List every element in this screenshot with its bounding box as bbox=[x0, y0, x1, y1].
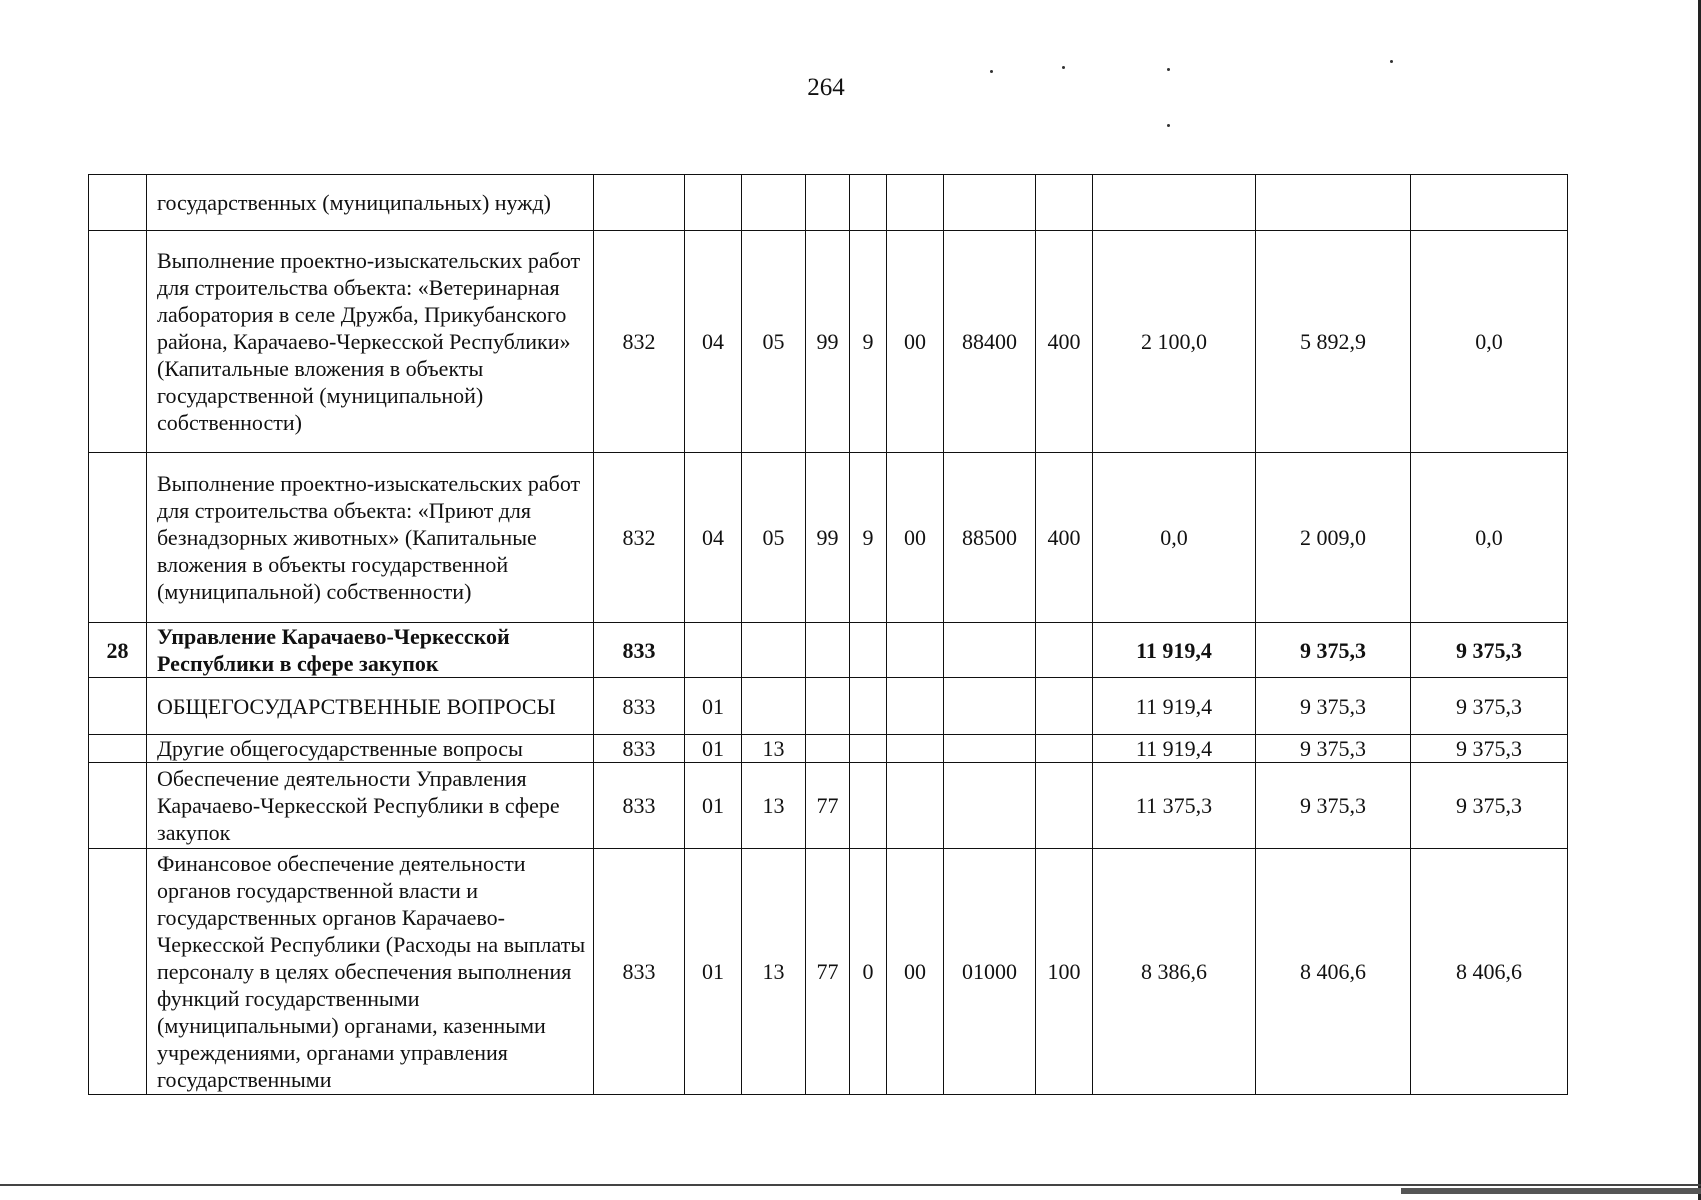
row-name: Выполнение проектно-изыскательских работ для строительства объекта: «Приют для безнадзорных животных» (Капитальные вложения в объекты государственной (муниципальной) собственности) bbox=[147, 453, 594, 623]
amount-year-2: 9 375,3 bbox=[1256, 623, 1411, 678]
subsection-code: 13 bbox=[742, 735, 806, 763]
amount-year-1: 0,0 bbox=[1093, 453, 1256, 623]
scan-edge bbox=[0, 1184, 1701, 1186]
ved-code: 833 bbox=[594, 678, 685, 735]
direction-code: 88500 bbox=[944, 453, 1036, 623]
expense-type-code: 400 bbox=[1036, 453, 1093, 623]
main-activity-code bbox=[887, 678, 944, 735]
row-name: Выполнение проектно-изыскательских работ для строительства объекта: «Ветеринарная лаборатория в селе Дружба, Прикубанского района, Карачаево-Черкесской Республики» (Капитальные вложения в объекты государственной (муниципальной) собственности) bbox=[147, 231, 594, 453]
direction-code bbox=[944, 175, 1036, 231]
main-activity-code: 00 bbox=[887, 453, 944, 623]
subprogram-code bbox=[850, 735, 887, 763]
program-code: 99 bbox=[806, 231, 850, 453]
amount-year-1: 8 386,6 bbox=[1093, 849, 1256, 1095]
subsection-code: 05 bbox=[742, 231, 806, 453]
row-name: государственных (муниципальных) нужд) bbox=[147, 175, 594, 231]
scan-speck bbox=[990, 70, 993, 73]
expense-type-code bbox=[1036, 763, 1093, 849]
direction-code bbox=[944, 735, 1036, 763]
section-code: 01 bbox=[685, 735, 742, 763]
section-code: 04 bbox=[685, 453, 742, 623]
amount-year-2: 2 009,0 bbox=[1256, 453, 1411, 623]
main-activity-code bbox=[887, 175, 944, 231]
subsection-code bbox=[742, 678, 806, 735]
amount-year-2 bbox=[1256, 175, 1411, 231]
subsection-code bbox=[742, 623, 806, 678]
subsection-code: 05 bbox=[742, 453, 806, 623]
table-row bbox=[89, 453, 1568, 623]
row-number bbox=[89, 453, 147, 623]
amount-year-3: 0,0 bbox=[1411, 231, 1568, 453]
ved-code: 832 bbox=[594, 231, 685, 453]
scan-speck bbox=[1167, 68, 1170, 71]
program-code: 99 bbox=[806, 453, 850, 623]
amount-year-3: 9 375,3 bbox=[1411, 678, 1568, 735]
expense-type-code bbox=[1036, 678, 1093, 735]
section-code bbox=[685, 175, 742, 231]
row-number bbox=[89, 763, 147, 849]
row-number bbox=[89, 678, 147, 735]
section-code: 01 bbox=[685, 678, 742, 735]
amount-year-1 bbox=[1093, 175, 1256, 231]
ved-code: 833 bbox=[594, 763, 685, 849]
section-code bbox=[685, 623, 742, 678]
table-row bbox=[89, 735, 1568, 763]
budget-table bbox=[88, 174, 1568, 1095]
scan-edge bbox=[1401, 1188, 1701, 1194]
amount-year-2: 8 406,6 bbox=[1256, 849, 1411, 1095]
table-row bbox=[89, 623, 1568, 678]
amount-year-3: 9 375,3 bbox=[1411, 623, 1568, 678]
subprogram-code: 9 bbox=[850, 231, 887, 453]
expense-type-code: 400 bbox=[1036, 231, 1093, 453]
amount-year-2: 5 892,9 bbox=[1256, 231, 1411, 453]
subprogram-code: 0 bbox=[850, 849, 887, 1095]
expense-type-code bbox=[1036, 175, 1093, 231]
table-row bbox=[89, 231, 1568, 453]
subprogram-code bbox=[850, 678, 887, 735]
section-code: 01 bbox=[685, 849, 742, 1095]
main-activity-code bbox=[887, 763, 944, 849]
section-code: 04 bbox=[685, 231, 742, 453]
table-row bbox=[89, 678, 1568, 735]
subprogram-code bbox=[850, 763, 887, 849]
subprogram-code bbox=[850, 175, 887, 231]
row-name: Управление Карачаево-Черкесской Республики в сфере закупок bbox=[147, 623, 594, 678]
main-activity-code: 00 bbox=[887, 849, 944, 1095]
program-code: 77 bbox=[806, 849, 850, 1095]
amount-year-3: 8 406,6 bbox=[1411, 849, 1568, 1095]
scan-speck bbox=[1390, 60, 1393, 63]
section-code: 01 bbox=[685, 763, 742, 849]
program-code bbox=[806, 678, 850, 735]
table-row bbox=[89, 849, 1568, 1095]
amount-year-1: 11 919,4 bbox=[1093, 735, 1256, 763]
program-code bbox=[806, 175, 850, 231]
row-name: ОБЩЕГОСУДАРСТВЕННЫЕ ВОПРОСЫ bbox=[147, 678, 594, 735]
row-name: Обеспечение деятельности Управления Карачаево-Черкесской Республики в сфере закупок bbox=[147, 763, 594, 849]
table-row bbox=[89, 763, 1568, 849]
ved-code: 833 bbox=[594, 849, 685, 1095]
subsection-code: 13 bbox=[742, 763, 806, 849]
direction-code bbox=[944, 763, 1036, 849]
amount-year-1: 11 375,3 bbox=[1093, 763, 1256, 849]
expense-type-code bbox=[1036, 735, 1093, 763]
amount-year-3: 9 375,3 bbox=[1411, 735, 1568, 763]
amount-year-2: 9 375,3 bbox=[1256, 763, 1411, 849]
amount-year-3: 9 375,3 bbox=[1411, 763, 1568, 849]
direction-code bbox=[944, 623, 1036, 678]
program-code bbox=[806, 623, 850, 678]
amount-year-3: 0,0 bbox=[1411, 453, 1568, 623]
subprogram-code: 9 bbox=[850, 453, 887, 623]
table-body bbox=[89, 175, 1568, 1095]
subsection-code: 13 bbox=[742, 849, 806, 1095]
main-activity-code bbox=[887, 623, 944, 678]
ved-code bbox=[594, 175, 685, 231]
subsection-code bbox=[742, 175, 806, 231]
expense-type-code: 100 bbox=[1036, 849, 1093, 1095]
direction-code: 01000 bbox=[944, 849, 1036, 1095]
main-activity-code bbox=[887, 735, 944, 763]
amount-year-3 bbox=[1411, 175, 1568, 231]
amount-year-1: 11 919,4 bbox=[1093, 623, 1256, 678]
scan-speck bbox=[1062, 66, 1065, 69]
row-name: Другие общегосударственные вопросы bbox=[147, 735, 594, 763]
subprogram-code bbox=[850, 623, 887, 678]
expense-type-code bbox=[1036, 623, 1093, 678]
amount-year-2: 9 375,3 bbox=[1256, 678, 1411, 735]
row-number bbox=[89, 735, 147, 763]
row-number bbox=[89, 175, 147, 231]
program-code bbox=[806, 735, 850, 763]
row-name: Финансовое обеспечение деятельности органов государственной власти и государственных органов Карачаево-Черкесской Республики (Расходы на выплаты персоналу в целях обеспечения выполнения функций государственными (муниципальными) органами, казенными учреждениями, органами управления государственными bbox=[147, 849, 594, 1095]
program-code: 77 bbox=[806, 763, 850, 849]
main-activity-code: 00 bbox=[887, 231, 944, 453]
page-number: 264 bbox=[807, 74, 845, 101]
direction-code bbox=[944, 678, 1036, 735]
amount-year-1: 2 100,0 bbox=[1093, 231, 1256, 453]
scan-speck bbox=[1167, 124, 1170, 127]
amount-year-1: 11 919,4 bbox=[1093, 678, 1256, 735]
row-number: 28 bbox=[89, 623, 147, 678]
table-row bbox=[89, 175, 1568, 231]
direction-code: 88400 bbox=[944, 231, 1036, 453]
row-number bbox=[89, 231, 147, 453]
ved-code: 832 bbox=[594, 453, 685, 623]
ved-code: 833 bbox=[594, 735, 685, 763]
amount-year-2: 9 375,3 bbox=[1256, 735, 1411, 763]
ved-code: 833 bbox=[594, 623, 685, 678]
row-number bbox=[89, 849, 147, 1095]
